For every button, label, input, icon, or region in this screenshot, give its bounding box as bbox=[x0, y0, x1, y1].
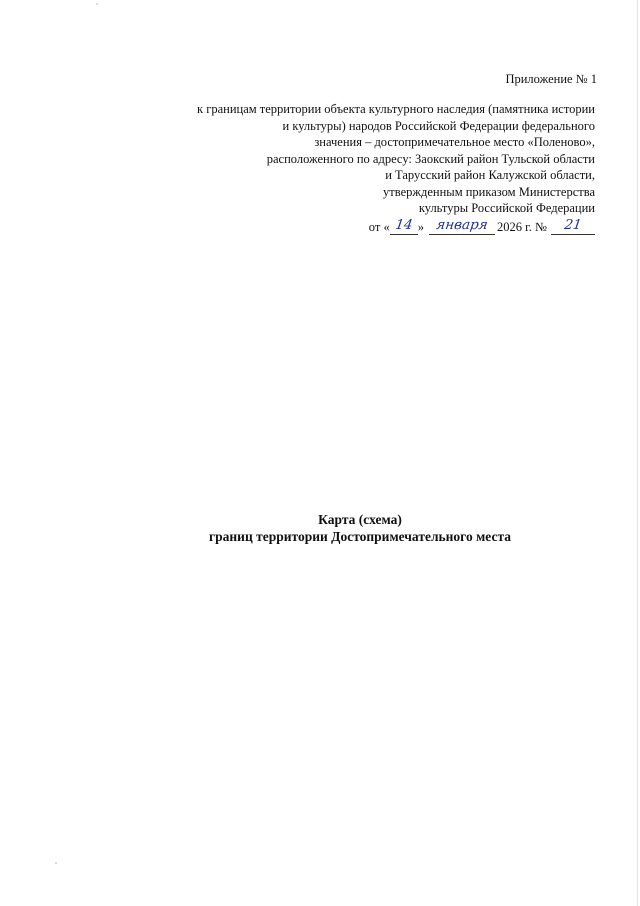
approval-line: расположенного по адресу: Заокский район Тульской области bbox=[266, 151, 595, 166]
approval-line: утвержденным приказом Министерства bbox=[383, 184, 595, 199]
scan-speck bbox=[96, 3, 98, 5]
handwritten-number: 21 bbox=[563, 217, 583, 233]
date-number-line bbox=[369, 219, 595, 235]
annex-label: Приложение № 1 bbox=[505, 72, 597, 86]
document-title: Карта (схема) bbox=[318, 512, 402, 527]
scan-edge bbox=[637, 0, 638, 906]
document-title-block bbox=[0, 511, 640, 545]
approval-line: и Тарусский район Калужской области, bbox=[385, 168, 595, 182]
approval-block bbox=[125, 101, 595, 217]
document-subtitle: границ территории Достопримечательного места bbox=[209, 529, 511, 544]
scan-speck bbox=[55, 862, 57, 864]
date-prefix: от « bbox=[368, 220, 390, 234]
date-quote-close: » bbox=[417, 220, 424, 234]
handwritten-month: января bbox=[435, 217, 489, 233]
day-blank bbox=[390, 219, 418, 235]
month-blank bbox=[429, 219, 495, 235]
approval-line: значения – достопримечательное место «Поленово», bbox=[314, 135, 595, 149]
approval-line: и культуры) народов Российской Федерации федерального bbox=[282, 118, 595, 133]
approval-line: культуры Российской Федерации bbox=[418, 201, 595, 215]
number-blank bbox=[551, 219, 595, 235]
year-number-label: 2026 г. № bbox=[496, 220, 547, 234]
handwritten-day: 14 bbox=[394, 217, 414, 233]
approval-line: к границам территории объекта культурного наследия (памятника истории bbox=[197, 102, 595, 116]
